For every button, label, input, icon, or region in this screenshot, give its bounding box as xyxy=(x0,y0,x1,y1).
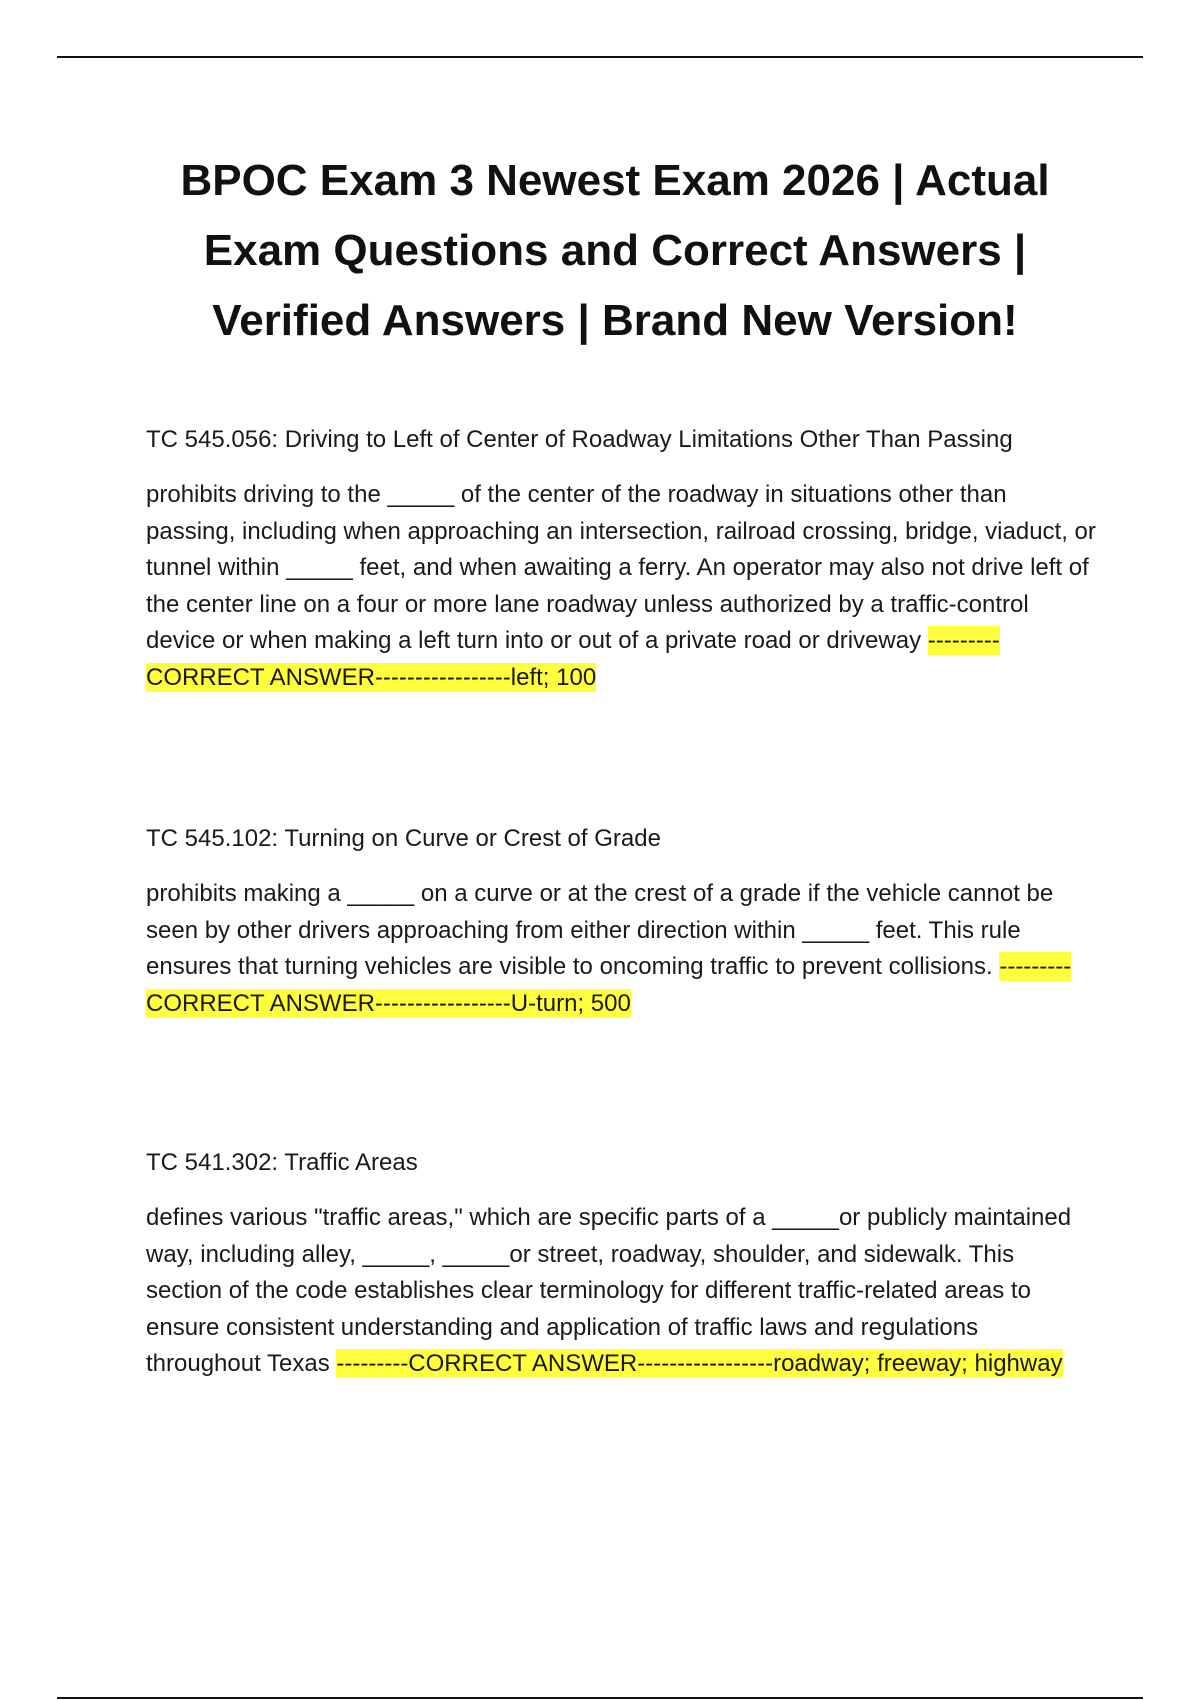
question-body xyxy=(146,876,1096,1022)
correct-answer-highlight: ---------CORRECT ANSWER-----------------roadway; freeway; highway xyxy=(336,1350,1063,1377)
question-body xyxy=(146,1200,1096,1383)
question-text: prohibits driving to the _____ of the center of the roadway in situations other than passing, including when approaching an intersection, railroad crossing, bridge, viaduct, or tunnel within _____ feet, and when awaiting a ferry. An operator may also not drive left of the center line on a four or more lane roadway unless authorized by a traffic-control device or when making a left turn into or out of a private road or driveway xyxy=(146,481,1096,654)
top-rule xyxy=(57,56,1143,58)
question-block xyxy=(146,425,1096,696)
question-heading: TC 541.302: Traffic Areas xyxy=(146,1149,418,1176)
question-heading: TC 545.102: Turning on Curve or Crest of Grade xyxy=(146,825,661,852)
correct-answer-highlight: ---------CORRECT ANSWER-----------------U-turn; 500 xyxy=(146,953,1072,1017)
document-title: BPOC Exam 3 Newest Exam 2026 | Actual Exam Questions and Correct Answers | Verified Answers | Brand New Version! xyxy=(180,156,1050,345)
question-text: defines various "traffic areas," which are specific parts of a _____or publicly maintained way, including alley, _____, _____or street, roadway, shoulder, and sidewalk. This section of the code establishes clear terminology for different traffic-related areas to ensure consistent understanding and application of traffic laws and regulations throughout Texas xyxy=(146,1204,1072,1377)
question-text: prohibits making a _____ on a curve or at the crest of a grade if the vehicle cannot be seen by other drivers approaching from either direction within _____ feet. This rule ensures that turning vehicles are visible to oncoming traffic to prevent collisions. xyxy=(146,880,1054,980)
bottom-rule xyxy=(57,1697,1143,1699)
question-body xyxy=(146,477,1096,696)
question-block xyxy=(146,824,1096,1022)
correct-answer-highlight: ---------CORRECT ANSWER-----------------left; 100 xyxy=(146,627,1000,691)
question-block xyxy=(146,1148,1096,1383)
question-heading: TC 545.056: Driving to Left of Center of Roadway Limitations Other Than Passing xyxy=(146,426,1013,453)
